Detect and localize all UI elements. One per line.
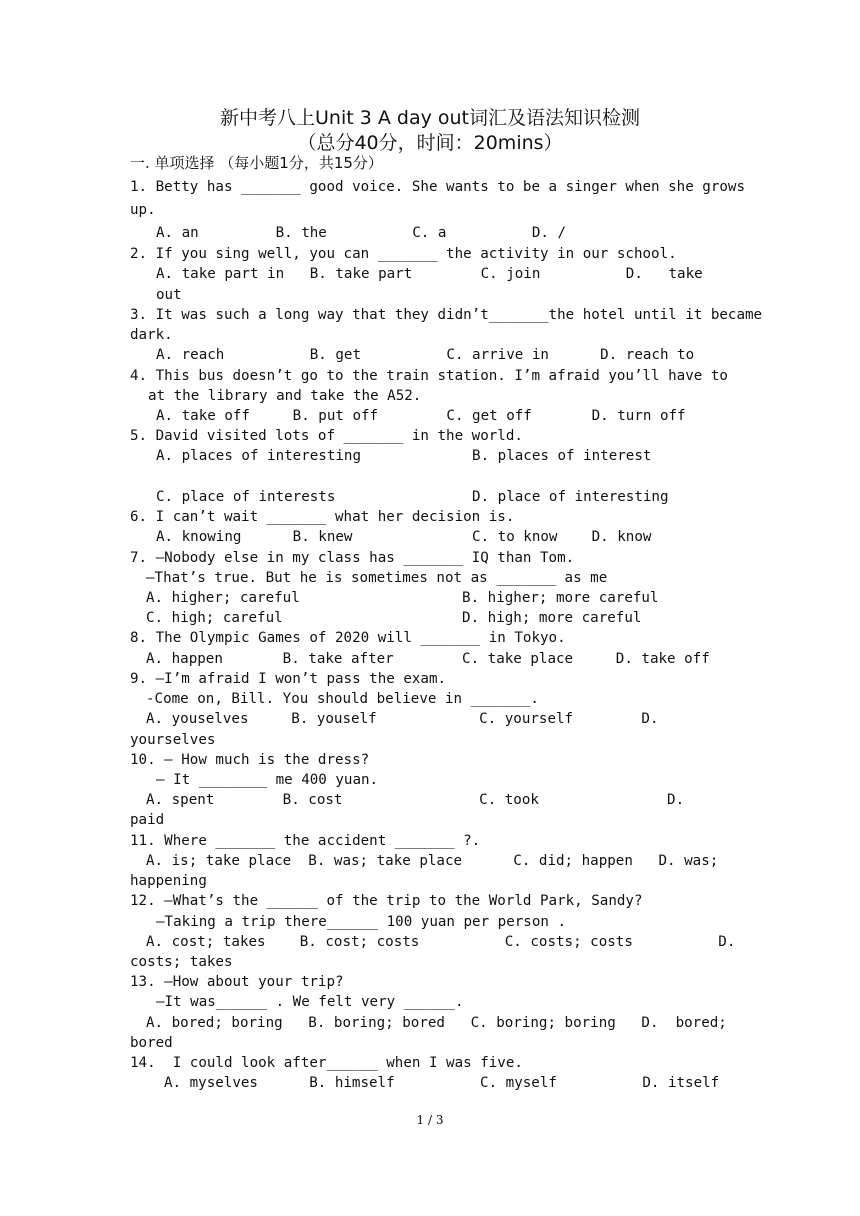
option-line: A. happen B. take after C. take place D. take off [146, 651, 710, 667]
option-line: A. is; take place B. was; take place C. did; happen D. was; [146, 853, 719, 869]
question-line: —Taking a trip there______ 100 yuan per person . [156, 914, 566, 930]
option-line: costs; takes [130, 954, 233, 970]
option-line: A. an B. the C. a D. / [156, 225, 566, 241]
section-heading: 一. 单项选择 （每小题1分，共15分） [130, 154, 383, 172]
question-line: at the library and take the A52. [148, 388, 422, 404]
option-line: C. high; careful D. high; more careful [146, 610, 642, 626]
question-line: 10. — How much is the dress? [130, 752, 370, 768]
page-subtitle: （总分40分，时间：20mins） [297, 132, 563, 154]
question-line: 1. Betty has _______ good voice. She wants to be a singer when she grows [130, 179, 745, 195]
question-line: — It ________ me 400 yuan. [156, 772, 379, 788]
question-line: —It was______ . We felt very ______. [156, 994, 464, 1010]
page-number: 1 / 3 [416, 1113, 444, 1127]
option-line: A. higher; careful B. higher; more careful [146, 590, 659, 606]
question-line: 13. —How about your trip? [130, 974, 344, 990]
question-line: up. [130, 202, 156, 218]
question-line: 4. This bus doesn’t go to the train station. I’m afraid you’ll have to [130, 368, 728, 384]
question-line: 5. David visited lots of _______ in the world. [130, 428, 523, 444]
option-line: A. myselves B. himself C. myself D. itself [164, 1075, 720, 1091]
option-line: A. knowing B. knew C. to know D. know [156, 529, 652, 545]
question-line: —That’s true. But he is sometimes not as _______ as me [146, 570, 608, 586]
option-line: A. bored; boring B. boring; bored C. boring; boring D. bored; [146, 1015, 727, 1031]
question-line: 9. —I’m afraid I won’t pass the exam. [130, 671, 447, 687]
question-line: -Come on, Bill. You should believe in _______. [146, 691, 539, 707]
option-line: bored [130, 1035, 173, 1051]
option-line: A. places of interesting B. places of interest [156, 448, 652, 464]
question-line: 14. I could look after______ when I was five. [130, 1055, 523, 1071]
option-line: yourselves [130, 732, 216, 748]
option-line: A. youselves B. youself C. yourself D. [146, 711, 659, 727]
question-line: 11. Where _______ the accident _______ ?. [130, 833, 481, 849]
option-line: A. cost; takes B. cost; costs C. costs; costs D. [146, 934, 736, 950]
question-line: 7. —Nobody else in my class has _______ IQ than Tom. [130, 550, 575, 566]
option-line: C. place of interests D. place of interesting [156, 489, 669, 505]
option-line: A. take part in B. take part C. join D. take [156, 266, 703, 282]
option-line: paid [130, 812, 165, 828]
question-line: 6. I can’t wait _______ what her decision is. [130, 509, 515, 525]
option-line: A. spent B. cost C. took D. [146, 792, 685, 808]
question-line: dark. [130, 327, 173, 343]
option-line: A. take off B. put off C. get off D. turn off [156, 408, 686, 424]
option-line: happening [130, 873, 207, 889]
option-line: A. reach B. get C. arrive in D. reach to [156, 347, 695, 363]
question-line: 2. If you sing well, you can _______ the activity in our school. [130, 246, 677, 262]
page-title: 新中考八上Unit 3 A day out词汇及语法知识检测 [220, 107, 640, 129]
question-line: 3. It was such a long way that they didn’t_______the hotel until it became [130, 307, 763, 323]
option-line: out [156, 287, 182, 303]
question-line: 12. —What’s the ______ of the trip to the World Park, Sandy? [130, 893, 643, 909]
question-line: 8. The Olympic Games of 2020 will _______ in Tokyo. [130, 630, 566, 646]
